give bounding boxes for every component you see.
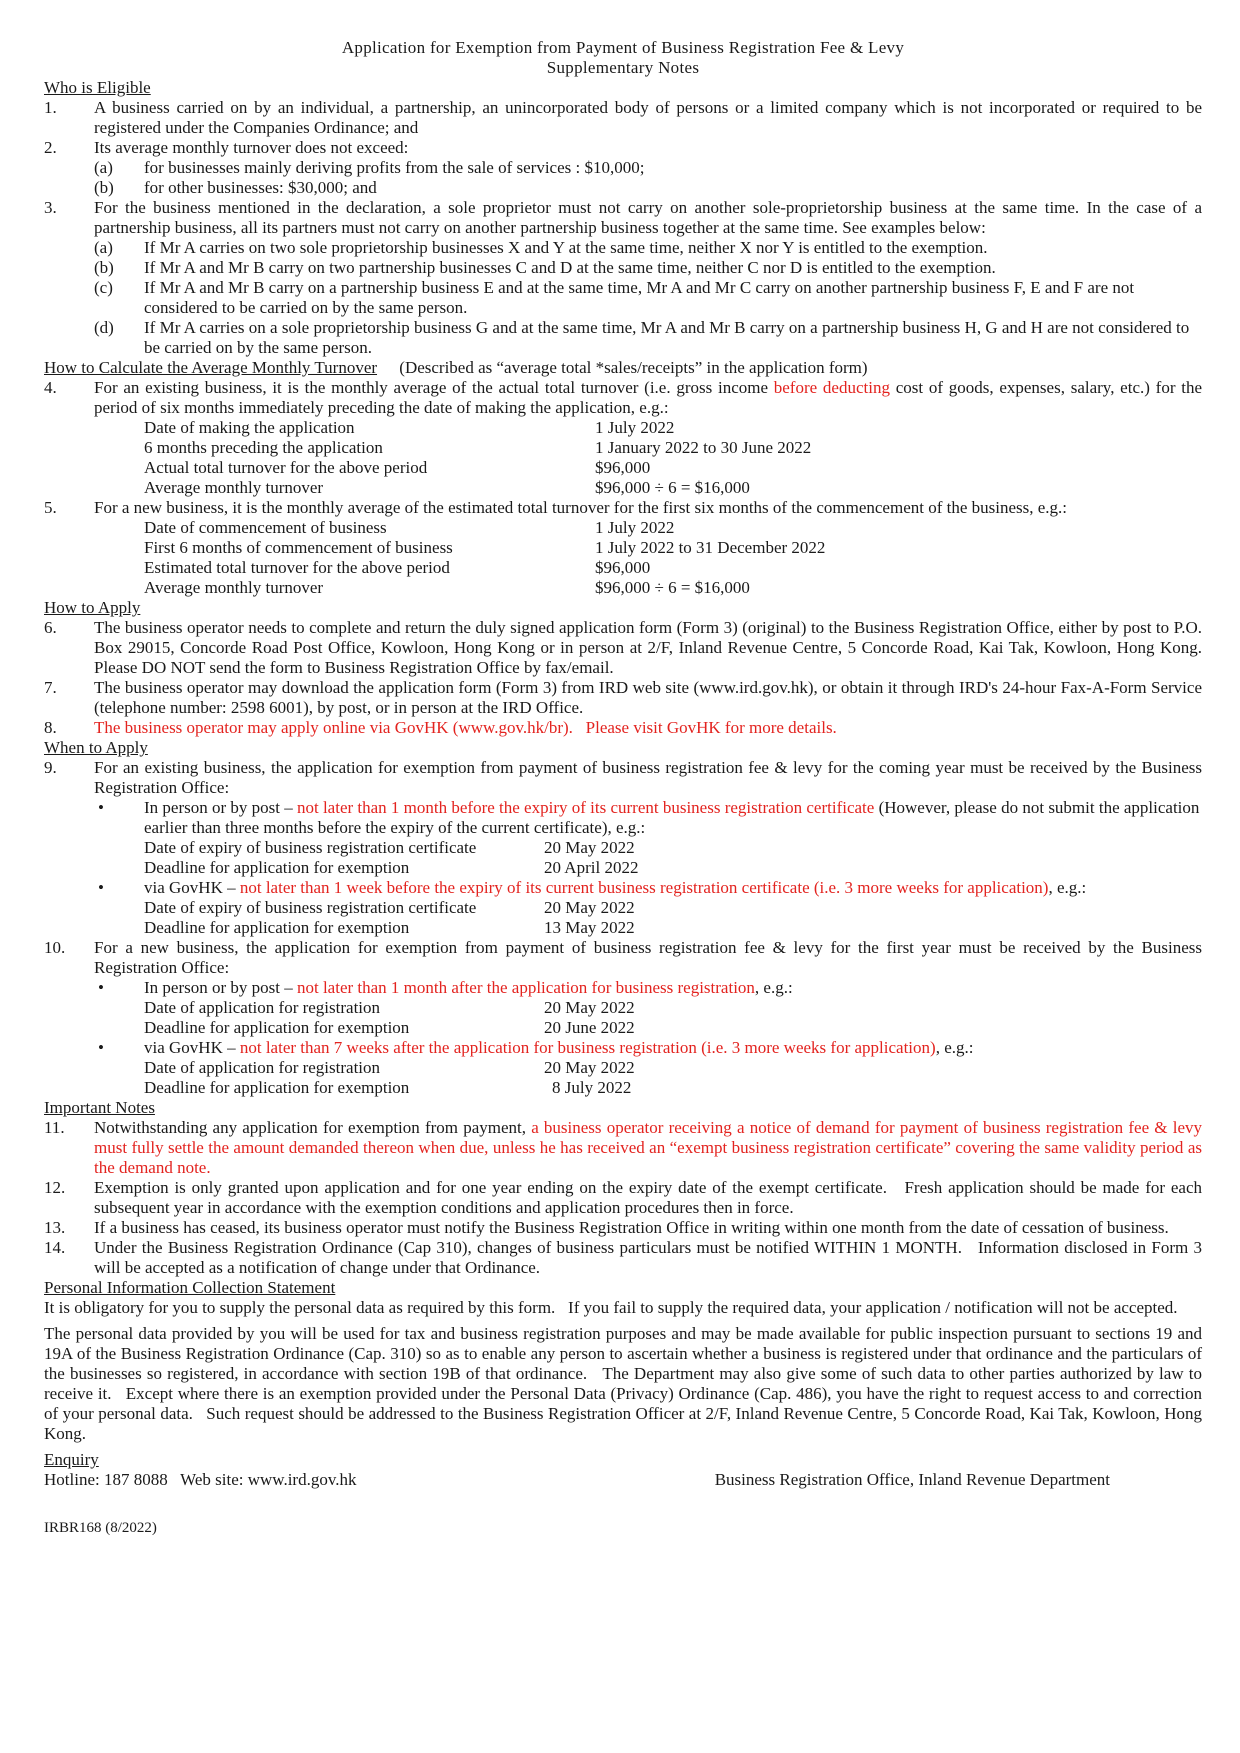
example-value: 8 July 2022 bbox=[552, 1078, 632, 1097]
form-code: IRBR168 (8/2022) bbox=[44, 1520, 157, 1536]
example-row bbox=[44, 458, 1202, 478]
example-row bbox=[44, 538, 1202, 558]
item-number: 2. bbox=[44, 138, 57, 157]
example-value: $96,000 bbox=[595, 558, 651, 577]
note-item-14 bbox=[44, 1238, 1207, 1278]
example-value: 1 January 2022 to 30 June 2022 bbox=[595, 438, 812, 457]
item-text: For a new business, the application for exemption from payment of business registration fee & levy for the first year must be received by the Business Registration Office: bbox=[94, 938, 1202, 977]
item-number: 8. bbox=[44, 718, 57, 737]
example-label: Deadline for application for exemption bbox=[144, 1018, 410, 1037]
calc-heading-note: (Described as “average total *sales/receipts” in the application form) bbox=[399, 358, 868, 377]
bullet-text-part: In person or by post – bbox=[144, 798, 297, 817]
calc-heading-line bbox=[44, 358, 1202, 378]
document-page bbox=[44, 38, 1215, 1538]
note-item-13 bbox=[44, 1218, 1202, 1238]
sub-text: for other businesses: $30,000; and bbox=[144, 178, 377, 197]
item-text: A business carried on by an individual, a partnership, an unincorporated body of persons or a limited company which is not incorporated or required to be registered under the Companies Ordinance; and bbox=[94, 98, 1202, 137]
example-row bbox=[44, 998, 1202, 1018]
item-number: 6. bbox=[44, 618, 57, 637]
example-value: $96,000 bbox=[595, 458, 651, 477]
note-item-5 bbox=[44, 498, 1202, 518]
example-row bbox=[44, 438, 1202, 458]
bullet-text bbox=[144, 1038, 1202, 1058]
example-row bbox=[44, 898, 1202, 918]
bullet-text-part: , e.g.: bbox=[754, 978, 793, 997]
bullet-icon: • bbox=[98, 1038, 104, 1057]
bullet-text-part: via GovHK – bbox=[144, 1038, 240, 1057]
item-number: 4. bbox=[44, 378, 57, 397]
note-item-2 bbox=[44, 138, 1202, 158]
example-row bbox=[44, 838, 1202, 858]
note-item-6 bbox=[44, 618, 1215, 678]
example-label: Average monthly turnover bbox=[144, 478, 324, 497]
item-number: 13. bbox=[44, 1218, 66, 1237]
example-row bbox=[44, 558, 1202, 578]
note-item-7 bbox=[44, 678, 1202, 718]
example-label: Date of application for registration bbox=[144, 1058, 381, 1077]
bullet-text bbox=[144, 798, 1202, 838]
bullet-text-part: (However, please do not submit the application earlier than three months before the expiry of the current certificate), e.g.: bbox=[144, 798, 1200, 837]
example-value: $96,000 ÷ 6 = $16,000 bbox=[595, 578, 750, 597]
example-label: Deadline for application for exemption bbox=[144, 918, 410, 937]
example-row bbox=[44, 1078, 1202, 1098]
example-value: 20 April 2022 bbox=[544, 858, 639, 877]
bullet-text bbox=[144, 978, 1202, 998]
sub-label: (d) bbox=[94, 318, 114, 337]
example-row bbox=[44, 1018, 1202, 1038]
bullet-icon: • bbox=[98, 798, 104, 817]
example-value: 1 July 2022 bbox=[595, 418, 675, 437]
section-heading-when: When to Apply bbox=[44, 738, 148, 757]
bullet-item bbox=[44, 798, 1202, 838]
bullet-text-part: , e.g.: bbox=[935, 1038, 974, 1057]
sub-item-2a bbox=[44, 158, 1202, 178]
bullet-text-part: via GovHK – bbox=[144, 878, 240, 897]
item-text: The business operator needs to complete and return the duly signed application form (Form 3) (original) to the Business Registration Office, either by post to P.O. Box 29015, Concorde Road Post Office, Kowloon, Hong Kong or in person at 2/F, Inland Revenue Centre, 5 Concorde Road, Kai Tak, Kowloon, Hong Kong. Please DO NOT send the form to Business Registration Office by fax/email. bbox=[94, 618, 1215, 677]
note-item-11 bbox=[44, 1118, 1202, 1178]
sub-label: (b) bbox=[94, 178, 114, 197]
example-label: First 6 months of commencement of business bbox=[144, 538, 453, 557]
section-heading-eligible: Who is Eligible bbox=[44, 78, 151, 97]
note-item-3 bbox=[44, 198, 1202, 238]
note-item-12 bbox=[44, 1178, 1207, 1218]
item-text bbox=[94, 378, 1202, 418]
example-value: 1 July 2022 to 31 December 2022 bbox=[595, 538, 826, 557]
sub-item-2b bbox=[44, 178, 1202, 198]
office-name: Business Registration Office, Inland Revenue Department bbox=[714, 1470, 1110, 1489]
example-value: 13 May 2022 bbox=[544, 918, 635, 937]
item-number: 12. bbox=[44, 1178, 66, 1197]
privacy-paragraph-2: The personal data provided by you will be used for tax and business registration purposes and may be made available for public inspection pursuant to sections 19 and 19A of the Business Registration Ordinance (Cap. 310) so as to enable any person to ascertain whether a business is registered under that ordinance and the particulars of the businesses so registered, in accordance with section 19B of that ordinance. The Department may also give some of such data to other parties authorized by law to receive it. Except where there is an exemption provided under the Personal Data (Privacy) Ordinance (Cap. 486), you have the right to request access to and correction of your personal data. Such request should be addressed to the Business Registration Officer at 2/F, Inland Revenue Centre, 5 Concorde Road, Kai Tak, Kowloon, Hong Kong. bbox=[44, 1324, 1207, 1443]
highlight-text: a business operator receiving a notice of demand for payment of business registration fee & levy must fully settle the amount demanded thereon when due, unless he has received an “exempt business registration certificate” covering the same validity period as the demand note. bbox=[94, 1118, 1202, 1177]
example-value: 20 June 2022 bbox=[544, 1018, 635, 1037]
item-number: 10. bbox=[44, 938, 66, 957]
item-text: Its average monthly turnover does not exceed: bbox=[94, 138, 409, 157]
bullet-text-part: In person or by post – bbox=[144, 978, 297, 997]
example-row bbox=[44, 578, 1202, 598]
highlight-text: not later than 7 weeks after the application for business registration (i.e. 3 more weeks for application) bbox=[239, 1038, 936, 1057]
section-heading-important: Important Notes bbox=[44, 1098, 155, 1117]
item-text: For an existing business, the application for exemption from payment of business registration fee & levy for the coming year must be received by the Business Registration Office: bbox=[94, 758, 1202, 797]
example-label: Deadline for application for exemption bbox=[144, 1078, 410, 1097]
example-value: 20 May 2022 bbox=[544, 838, 635, 857]
item-text-part: For an existing business, it is the monthly average of the actual total turnover (i.e. gross income bbox=[94, 378, 774, 397]
section-heading-privacy: Personal Information Collection Statement bbox=[44, 1278, 336, 1297]
sub-text: If Mr A and Mr B carry on a partnership business E and at the same time, Mr A and Mr C carry on another partnership business F, E and F are not considered to be carried on by the same person. bbox=[144, 278, 1135, 317]
bullet-icon: • bbox=[98, 978, 104, 997]
example-label: Date of commencement of business bbox=[144, 518, 387, 537]
item-number: 1. bbox=[44, 98, 57, 117]
item-number: 5. bbox=[44, 498, 57, 517]
example-row bbox=[44, 518, 1202, 538]
item-text: The business operator may download the application form (Form 3) from IRD web site (www.ird.gov.hk), or obtain it through IRD's 24-hour Fax-A-Form Service (telephone number: 2598 6001), by post, or in person at the IRD Office. bbox=[94, 678, 1202, 717]
document-subtitle: Supplementary Notes bbox=[546, 58, 700, 77]
highlight-text: before deducting bbox=[773, 378, 890, 397]
item-text: For a new business, it is the monthly average of the estimated total turnover for the first six months of the commencement of the business, e.g.: bbox=[94, 498, 1068, 517]
sub-label: (c) bbox=[94, 278, 113, 297]
sub-label: (b) bbox=[94, 258, 114, 277]
example-label: Date of making the application bbox=[144, 418, 355, 437]
item-number: 9. bbox=[44, 758, 57, 777]
example-label: Date of application for registration bbox=[144, 998, 381, 1017]
example-value: 20 May 2022 bbox=[544, 1058, 635, 1077]
example-row bbox=[44, 1058, 1202, 1078]
note-item-9 bbox=[44, 758, 1202, 798]
highlight-text: not later than 1 month before the expiry of its current business registration certificate bbox=[296, 798, 875, 817]
item-number: 14. bbox=[44, 1238, 66, 1257]
example-row bbox=[44, 918, 1202, 938]
sub-item-3a bbox=[44, 238, 1202, 258]
example-row bbox=[44, 418, 1202, 438]
bullet-item bbox=[44, 978, 1202, 998]
example-row bbox=[44, 478, 1202, 498]
sub-text: If Mr A and Mr B carry on two partnership businesses C and D at the same time, neither C nor D is entitled to the exemption. bbox=[144, 258, 996, 277]
example-label: 6 months preceding the application bbox=[144, 438, 383, 457]
sub-label: (a) bbox=[94, 238, 113, 257]
sub-text: If Mr A carries on two sole proprietorship businesses X and Y at the same time, neither X nor Y is entitled to the exemption. bbox=[144, 238, 988, 257]
item-text-part: cost of goods, expenses, salary, etc.) for the period of six months immediately preceding the date of making the application, e.g.: bbox=[94, 378, 1202, 417]
item-number: 3. bbox=[44, 198, 57, 217]
bullet-item bbox=[44, 1038, 1202, 1058]
sub-text: If Mr A carries on a sole proprietorship business G and at the same time, Mr A and Mr B carry on a partnership business H, G and H are not considered to be carried on by the same person. bbox=[144, 318, 1190, 357]
sub-text: for businesses mainly deriving profits from the sale of services : $10,000; bbox=[144, 158, 645, 177]
section-heading-enquiry: Enquiry bbox=[44, 1450, 99, 1469]
item-text: The business operator may apply online via GovHK (www.gov.hk/br). Please visit GovHK for more details. bbox=[94, 718, 837, 737]
example-label: Date of expiry of business registration certificate bbox=[144, 898, 477, 917]
item-text: Under the Business Registration Ordinance (Cap 310), changes of business particulars must be notified WITHIN 1 MONTH. Information disclosed in Form 3 will be accepted as a notification of change under that Ordinance. bbox=[94, 1238, 1207, 1277]
example-value: 1 July 2022 bbox=[595, 518, 675, 537]
item-text: If a business has ceased, its business operator must notify the Business Registration Office in writing within one month from the date of cessation of business. bbox=[94, 1218, 1169, 1237]
item-text bbox=[94, 1118, 1202, 1178]
example-value: 20 May 2022 bbox=[544, 898, 635, 917]
sub-item-3d bbox=[44, 318, 1202, 358]
example-label: Date of expiry of business registration certificate bbox=[144, 838, 477, 857]
example-value: 20 May 2022 bbox=[544, 998, 635, 1017]
example-row bbox=[44, 858, 1202, 878]
bullet-text-part: , e.g.: bbox=[1048, 878, 1087, 897]
item-text: For the business mentioned in the declaration, a sole proprietor must not carry on another sole-proprietorship business at the same time. In the case of a partnership business, all its partners must not carry on another partnership business together at the same time. See examples below: bbox=[94, 198, 1202, 237]
highlight-text: not later than 1 week before the expiry of its current business registration certificate (i.e. 3 more weeks for application) bbox=[239, 878, 1049, 897]
highlight-text: not later than 1 month after the application for business registration bbox=[296, 978, 755, 997]
example-value: $96,000 ÷ 6 = $16,000 bbox=[595, 478, 750, 497]
bullet-icon: • bbox=[98, 878, 104, 897]
item-number: 11. bbox=[44, 1118, 65, 1137]
item-number: 7. bbox=[44, 678, 57, 697]
privacy-paragraph-1: It is obligatory for you to supply the personal data as required by this form. If you fail to supply the required data, your application / notification will not be accepted. bbox=[44, 1298, 1178, 1317]
sub-item-3c bbox=[44, 278, 1202, 318]
section-heading-apply: How to Apply bbox=[44, 598, 141, 617]
bullet-text bbox=[144, 878, 1202, 898]
section-heading-calc: How to Calculate the Average Monthly Turnover bbox=[44, 358, 378, 377]
document-title: Application for Exemption from Payment of Business Registration Fee & Levy bbox=[341, 38, 905, 57]
item-text-part: Notwithstanding any application for exemption from payment, bbox=[94, 1118, 532, 1137]
note-item-8 bbox=[44, 718, 1202, 738]
item-text: Exemption is only granted upon application and for one year ending on the expiry date of the exempt certificate. Fresh application should be made for each subsequent year in accordance with the exemption conditions and application procedures then in force. bbox=[94, 1178, 1207, 1217]
sub-item-3b bbox=[44, 258, 1202, 278]
note-item-4 bbox=[44, 378, 1202, 418]
example-label: Deadline for application for exemption bbox=[144, 858, 410, 877]
example-label: Estimated total turnover for the above period bbox=[144, 558, 450, 577]
note-item-10 bbox=[44, 938, 1202, 978]
enquiry-contact: Hotline: 187 8088 Web site: www.ird.gov.hk bbox=[44, 1470, 357, 1489]
example-label: Actual total turnover for the above period bbox=[144, 458, 428, 477]
enquiry-footer bbox=[44, 1470, 1110, 1490]
example-label: Average monthly turnover bbox=[144, 578, 324, 597]
sub-label: (a) bbox=[94, 158, 113, 177]
note-item-1 bbox=[44, 98, 1202, 138]
bullet-item bbox=[44, 878, 1202, 898]
